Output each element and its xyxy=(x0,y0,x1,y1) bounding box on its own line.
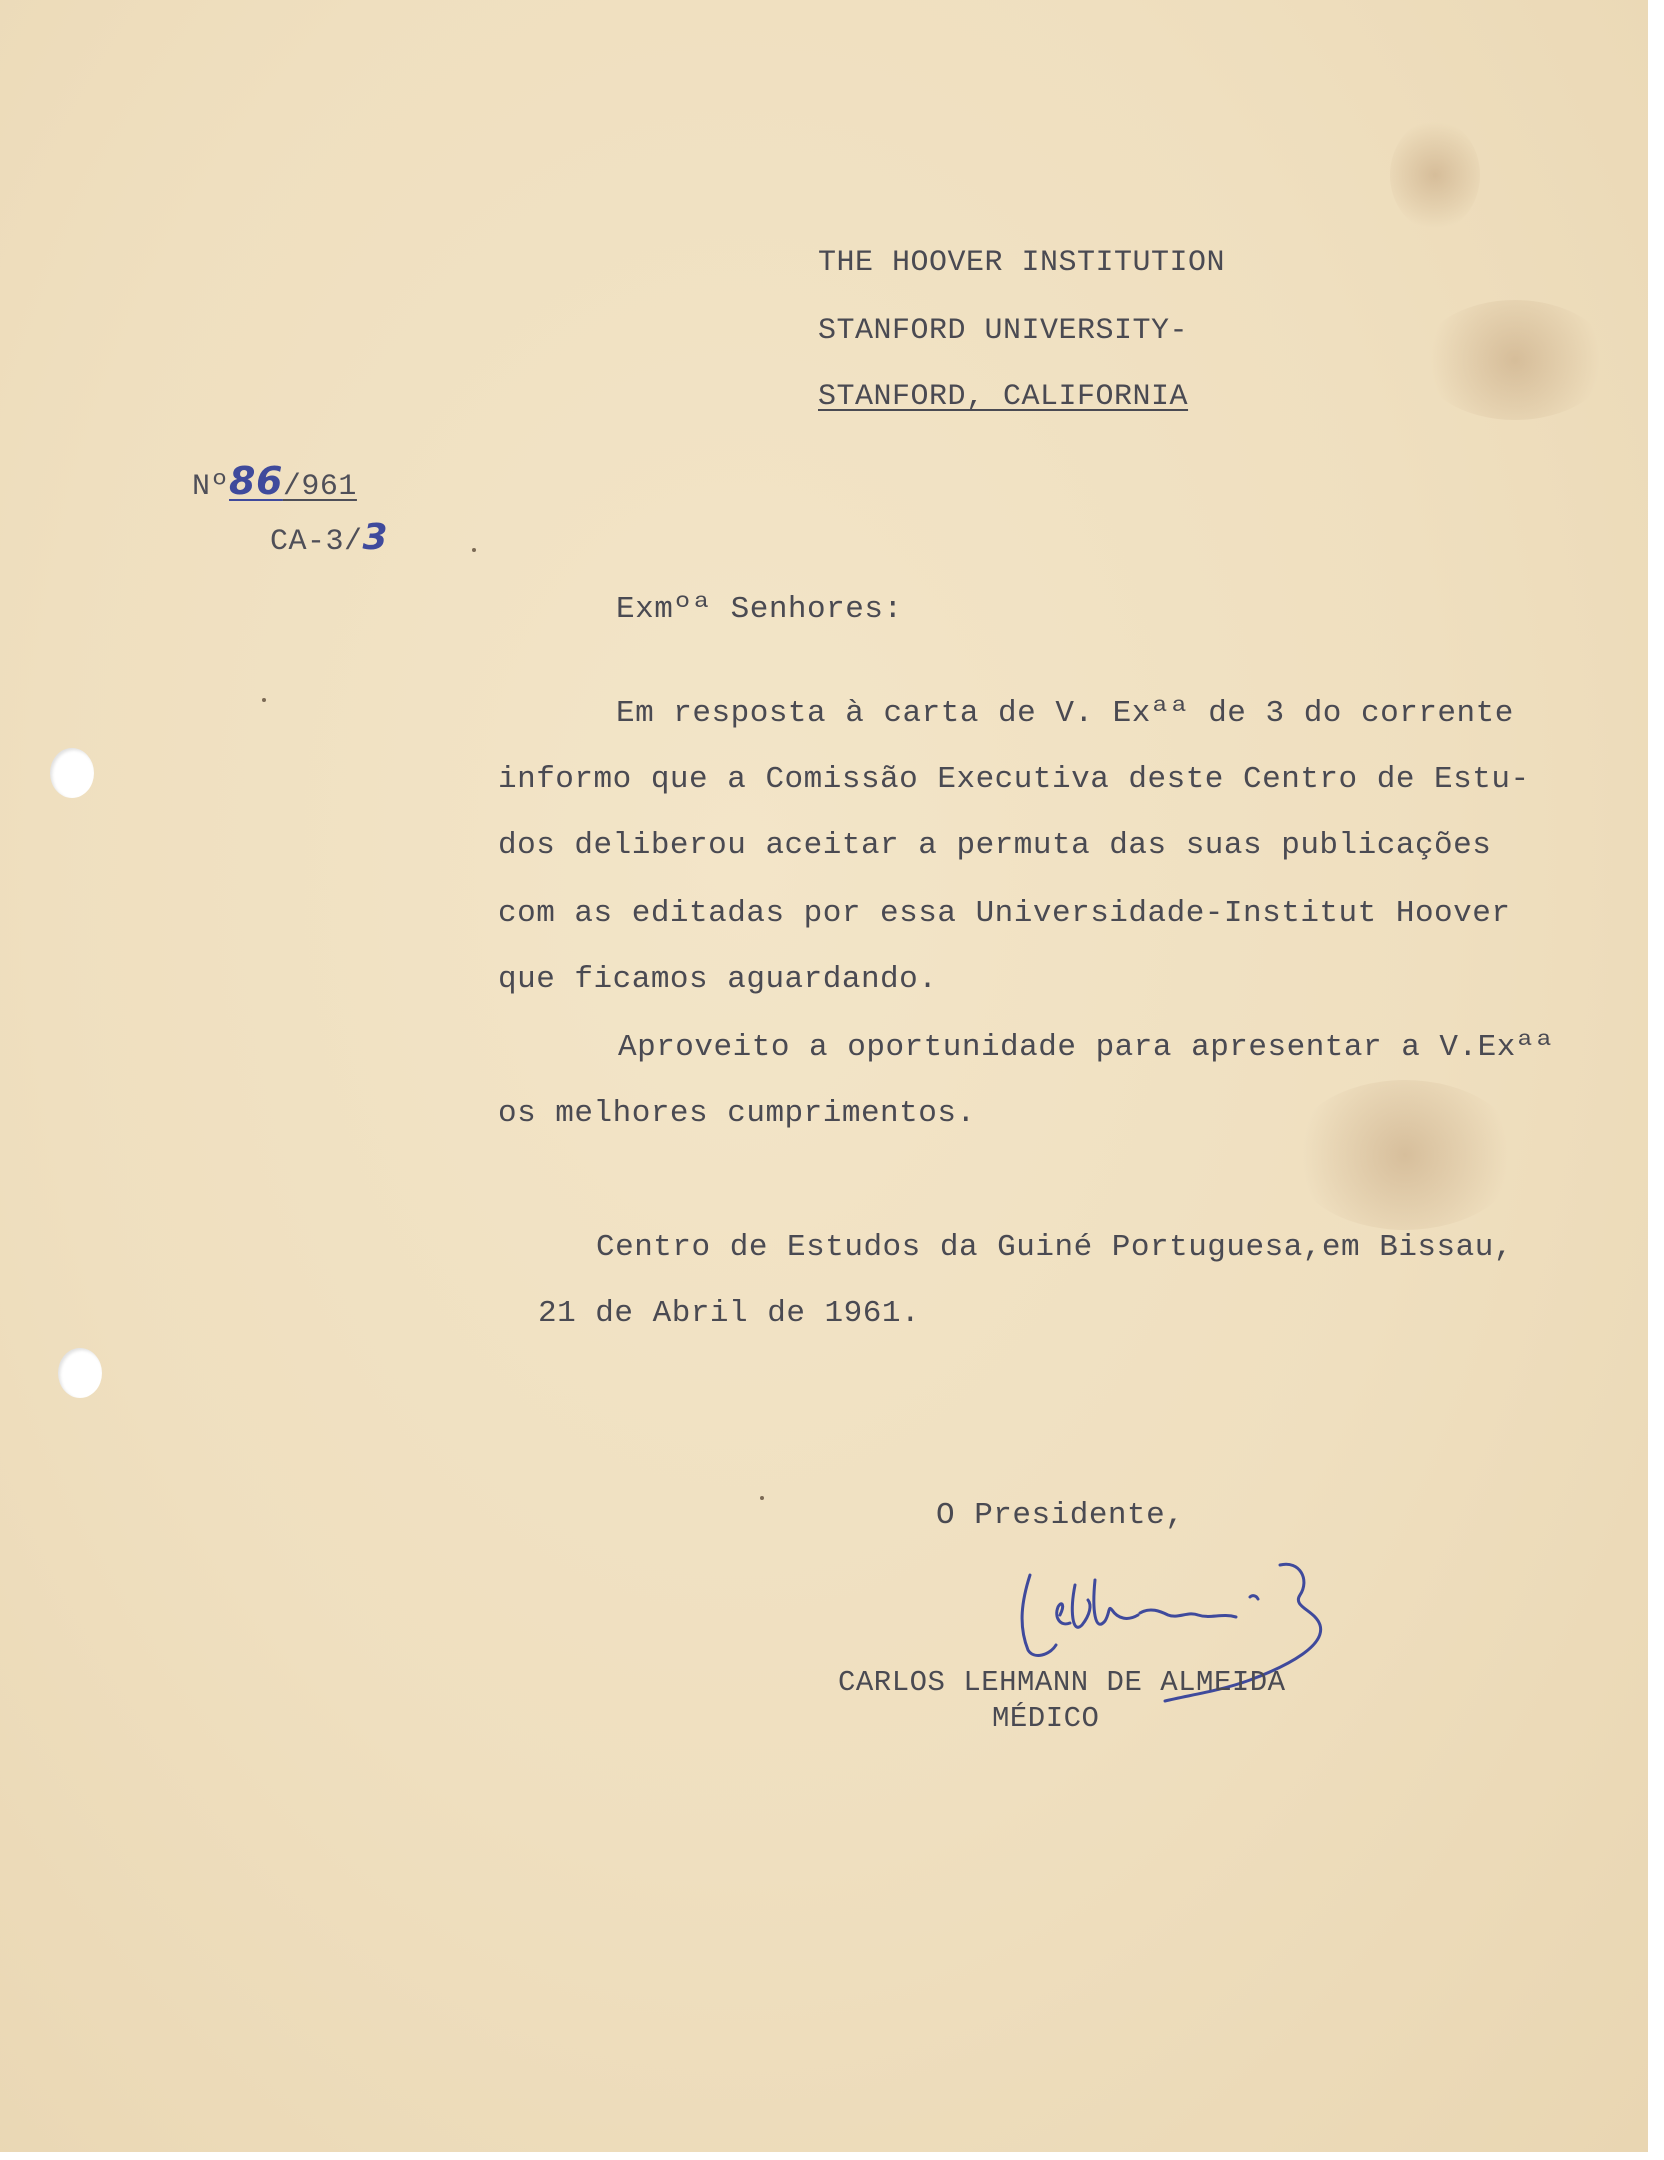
stain-corner xyxy=(1390,120,1480,230)
addressee-line-3: STANFORD, CALIFORNIA xyxy=(818,380,1189,414)
body-line: dos deliberou aceitar a permuta das suas publicações xyxy=(498,828,1492,863)
salutation: Exmºª Senhores: xyxy=(616,592,903,627)
speck xyxy=(760,1496,764,1500)
signatory-title: MÉDICO xyxy=(992,1702,1100,1735)
closing: O Presidente, xyxy=(936,1498,1185,1533)
body-line: Aproveito a oportunidade para apresentar a V.Exªª xyxy=(618,1030,1555,1065)
date-line: 21 de Abril de 1961. xyxy=(538,1296,921,1331)
addressee-line-1: THE HOOVER INSTITUTION xyxy=(818,246,1226,280)
signatory-name: CARLOS LEHMANN DE ALMEIDA xyxy=(838,1666,1286,1699)
reference-code-text: CA-3/ xyxy=(270,525,363,559)
reference-handwritten-number: 86 xyxy=(229,459,283,503)
punch-hole-bottom xyxy=(58,1348,102,1398)
body-line: com as editadas por essa Universidade-Institut Hoover xyxy=(498,896,1511,931)
body-line: que ficamos aguardando. xyxy=(498,962,938,997)
speck xyxy=(262,698,266,702)
place-line: Centro de Estudos da Guiné Portuguesa,em Bissau, xyxy=(596,1230,1513,1265)
body-line: informo que a Comissão Executiva deste Centro de Estu- xyxy=(498,762,1530,797)
punch-hole-top xyxy=(50,748,94,798)
speck xyxy=(472,548,476,552)
scan-margin xyxy=(1648,0,1664,2160)
reference-prefix: Nº xyxy=(192,470,230,504)
body-line: Em resposta à carta de V. Exªª de 3 do corrente xyxy=(616,696,1514,731)
stain-top-right xyxy=(1420,300,1610,420)
body-line: os melhores cumprimentos. xyxy=(498,1096,976,1131)
stain-middle-right xyxy=(1290,1080,1520,1230)
reference-year: /961 xyxy=(282,470,357,504)
addressee-line-2: STANFORD UNIVERSITY- xyxy=(818,314,1189,348)
reference-code-handwritten: 3 xyxy=(362,517,389,558)
reference-code xyxy=(196,490,388,587)
